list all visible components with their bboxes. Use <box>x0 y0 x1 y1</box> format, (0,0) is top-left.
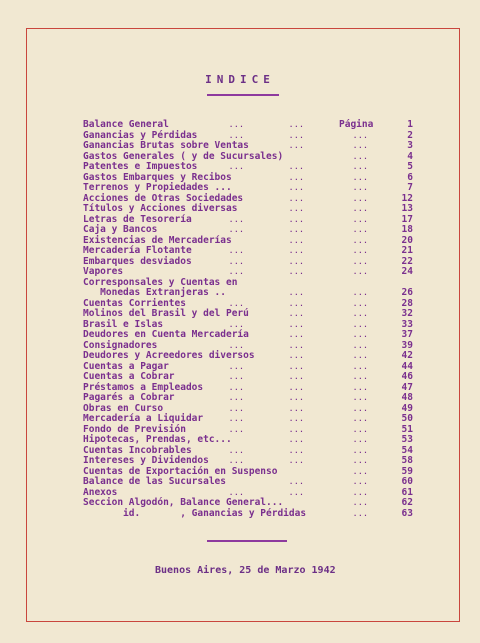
leader-dots: ... <box>229 457 245 465</box>
leader-dots: ... <box>353 299 369 308</box>
toc-entry-title: Monedas Extranjeras .. <box>83 287 226 298</box>
leader-dots: ... <box>229 415 245 423</box>
toc-entry-page: 20 <box>401 234 413 246</box>
toc-entry-title: Anexos <box>83 486 118 498</box>
toc-entry-page: 53 <box>401 434 413 445</box>
leader-dots: ... <box>353 268 369 276</box>
leader-dots: ... <box>353 184 369 192</box>
toc-entry-page: 3 <box>407 140 413 151</box>
leader-dots: ... <box>353 131 369 140</box>
leader-dots: ... <box>289 226 305 234</box>
toc-entry-title: Ganancias y Pérdidas <box>83 129 198 141</box>
leader-dots: ... <box>289 194 305 203</box>
leader-dots: ... <box>289 257 305 266</box>
toc-entry-page: 46 <box>401 371 413 382</box>
toc-entry-page: 50 <box>401 413 413 424</box>
toc-entry <box>83 183 423 194</box>
toc-entry <box>83 120 423 131</box>
toc-entry-title: Cuentas Incobrables <box>83 444 192 456</box>
leader-dots: ... <box>229 131 245 140</box>
toc-entry-page: 7 <box>407 182 413 193</box>
toc-entry <box>83 414 423 425</box>
leader-dots: ... <box>289 289 305 297</box>
leader-dots: ... <box>229 362 245 371</box>
leader-dots: ... <box>353 436 369 444</box>
leader-dots: ... <box>289 121 305 129</box>
toc-entry-title: Brasil e Islas <box>83 318 164 330</box>
toc-entry-title: Existencias de Mercaderías <box>83 234 232 246</box>
leader-dots: ... <box>229 215 245 224</box>
leader-dots: ... <box>289 341 305 350</box>
leader-dots: ... <box>353 509 369 518</box>
toc-entry-title: Patentes e Impuestos <box>83 161 198 172</box>
leader-dots: ... <box>229 299 245 308</box>
leader-dots: ... <box>289 331 305 339</box>
leader-dots: ... <box>289 436 305 444</box>
leader-dots: ... <box>353 352 369 360</box>
toc-entry <box>83 477 423 488</box>
toc-entry-page: 61 <box>401 486 413 498</box>
leader-dots: ... <box>353 142 369 150</box>
leader-dots: ... <box>353 257 369 266</box>
leader-dots: ... <box>353 488 369 497</box>
page-column-header: Página <box>339 119 374 130</box>
leader-dots: ... <box>289 247 305 255</box>
leader-dots: ... <box>353 362 369 371</box>
toc-entry-title: Caja y Bancos <box>83 224 158 235</box>
leader-dots: ... <box>289 488 305 497</box>
leader-dots: ... <box>229 373 245 381</box>
toc-entry-page: 62 <box>401 497 413 508</box>
toc-entry-page: 54 <box>401 444 413 456</box>
leader-dots: ... <box>353 499 369 507</box>
table-of-contents <box>83 120 423 519</box>
leader-dots: ... <box>353 247 369 255</box>
toc-entry <box>83 267 423 278</box>
leader-dots: ... <box>289 394 305 402</box>
leader-dots: ... <box>289 373 305 381</box>
toc-entry <box>83 509 423 520</box>
toc-entry-title: Ganancias Brutas sobre Ventas <box>83 140 249 151</box>
toc-entry-title: Acciones de Otras Sociedades <box>83 192 244 204</box>
toc-entry-page: 18 <box>401 224 413 235</box>
leader-dots: ... <box>353 152 369 161</box>
toc-entry-page: 17 <box>401 213 413 225</box>
toc-entry <box>83 435 423 446</box>
toc-entry-page: 49 <box>401 402 413 414</box>
leader-dots: ... <box>353 341 369 350</box>
index-heading: INDICE <box>205 73 275 86</box>
toc-entry-title: Seccion Algodón, Balance General... <box>83 497 284 508</box>
leader-dots: ... <box>289 163 305 171</box>
toc-entry-page: 21 <box>401 245 413 256</box>
leader-dots: ... <box>289 478 305 486</box>
toc-entry <box>83 225 423 236</box>
leader-dots: ... <box>353 404 369 413</box>
leader-dots: ... <box>353 383 369 392</box>
toc-entry-title: Gastos Embarques y Recibos <box>83 171 232 183</box>
leader-dots: ... <box>353 320 369 329</box>
leader-dots: ... <box>289 205 305 213</box>
leader-dots: ... <box>353 310 369 318</box>
leader-dots: ... <box>289 383 305 392</box>
toc-entry-page: 26 <box>401 287 413 298</box>
leader-dots: ... <box>289 299 305 308</box>
toc-entry-title: Fondo de Previsión <box>83 423 186 435</box>
leader-dots: ... <box>289 184 305 192</box>
toc-entry-title: Mercadería Flotante <box>83 245 192 256</box>
leader-dots: ... <box>353 467 369 476</box>
toc-entry-page: 1 <box>407 119 413 130</box>
toc-entry <box>83 141 423 152</box>
leader-dots: ... <box>353 173 369 182</box>
toc-entry-page: 58 <box>401 455 413 466</box>
leader-dots: ... <box>353 425 369 434</box>
leader-dots: ... <box>353 194 369 203</box>
leader-dots: ... <box>289 131 305 140</box>
leader-dots: ... <box>289 362 305 371</box>
leader-dots: ... <box>229 488 245 497</box>
leader-dots: ... <box>289 425 305 434</box>
leader-dots: ... <box>353 394 369 402</box>
toc-entry-page: 32 <box>401 308 413 319</box>
leader-dots: ... <box>353 215 369 224</box>
toc-entry <box>83 372 423 383</box>
toc-entry-page: 13 <box>401 203 413 214</box>
leader-dots: ... <box>229 404 245 413</box>
footer-rule <box>207 540 287 542</box>
toc-entry-page: 47 <box>401 381 413 393</box>
leader-dots: ... <box>229 383 245 392</box>
leader-dots: ... <box>229 341 245 350</box>
toc-entry-title: Hipotecas, Prendas, etc... <box>83 434 232 445</box>
toc-entry <box>83 309 423 320</box>
toc-entry-title: Consignadores <box>83 339 158 351</box>
leader-dots: ... <box>289 310 305 318</box>
toc-entry-title: Letras de Tesorería <box>83 213 192 225</box>
toc-entry <box>83 456 423 467</box>
leader-dots: ... <box>353 205 369 213</box>
leader-dots: ... <box>353 331 369 339</box>
toc-entry-page: 63 <box>401 507 413 519</box>
leader-dots: ... <box>289 268 305 276</box>
leader-dots: ... <box>229 394 245 402</box>
leader-dots: ... <box>289 404 305 413</box>
leader-dots: ... <box>353 415 369 423</box>
toc-entry-title: Embarques desviados <box>83 255 192 267</box>
toc-entry-title: Vapores <box>83 266 124 277</box>
toc-entry-title: Corresponsales y Cuentas en <box>83 276 238 288</box>
toc-entry-title: Cuentas a Pagar <box>83 360 169 372</box>
toc-entry-page: 2 <box>407 129 413 141</box>
leader-dots: ... <box>289 352 305 360</box>
leader-dots: ... <box>229 121 245 129</box>
toc-entry <box>83 330 423 341</box>
leader-dots: ... <box>353 236 369 245</box>
toc-entry-title: Préstamos a Empleados <box>83 381 204 393</box>
leader-dots: ... <box>289 173 305 182</box>
toc-entry-title: Balance General <box>83 119 169 130</box>
leader-dots: ... <box>229 446 245 455</box>
toc-entry-title: Deudores y Acreedores diversos <box>83 350 255 361</box>
toc-entry-page: 33 <box>401 318 413 330</box>
toc-entry-page: 42 <box>401 350 413 361</box>
toc-entry <box>83 288 423 299</box>
leader-dots: ... <box>353 163 369 171</box>
leader-dots: ... <box>289 215 305 224</box>
leader-dots: ... <box>353 446 369 455</box>
leader-dots: ... <box>353 226 369 234</box>
leader-dots: ... <box>353 478 369 486</box>
place-date-line: Buenos Aires, 25 de Marzo 1942 <box>155 565 336 576</box>
leader-dots: ... <box>229 247 245 255</box>
toc-entry-page: 51 <box>401 423 413 435</box>
toc-entry-page: 59 <box>401 465 413 477</box>
toc-entry-title: Intereses y Dividendos <box>83 455 209 466</box>
toc-entry-page: 6 <box>407 171 413 183</box>
toc-entry-page: 39 <box>401 339 413 351</box>
toc-entry-title: Balance de las Sucursales <box>83 476 226 487</box>
toc-entry-title: Terrenos y Propiedades ... <box>83 182 232 193</box>
leader-dots: ... <box>353 373 369 381</box>
toc-entry-title: Cuentas Corrientes <box>83 297 186 309</box>
leader-dots: ... <box>289 415 305 423</box>
toc-entry-page: 28 <box>401 297 413 309</box>
toc-entry-page: 24 <box>401 266 413 277</box>
toc-entry-page: 48 <box>401 392 413 403</box>
leader-dots: ... <box>229 163 245 171</box>
toc-entry-title: Títulos y Acciones diversas <box>83 203 238 214</box>
leader-dots: ... <box>289 142 305 150</box>
leader-dots: ... <box>229 257 245 266</box>
heading-underline <box>207 94 279 96</box>
leader-dots: ... <box>229 226 245 234</box>
toc-entry-page: 5 <box>407 161 413 172</box>
leader-dots: ... <box>229 268 245 276</box>
leader-dots: ... <box>289 457 305 465</box>
toc-entry <box>83 246 423 257</box>
toc-entry-title: Cuentas a Cobrar <box>83 371 175 382</box>
toc-entry <box>83 204 423 215</box>
toc-entry-page: 44 <box>401 360 413 372</box>
leader-dots: ... <box>289 236 305 245</box>
leader-dots: ... <box>353 289 369 297</box>
toc-entry-page: 37 <box>401 329 413 340</box>
toc-entry-title: Obras en Curso <box>83 402 164 414</box>
toc-entry-title: Mercadería a Liquidar <box>83 413 204 424</box>
toc-entry <box>83 393 423 404</box>
toc-entry-title: Gastos Generales ( y de Sucursales) <box>83 150 284 162</box>
toc-entry-title: id. , Ganancias y Pérdidas <box>83 507 307 519</box>
toc-entry-page: 60 <box>401 476 413 487</box>
toc-entry <box>83 351 423 362</box>
leader-dots: ... <box>289 320 305 329</box>
toc-entry-title: Molinos del Brasil y del Perú <box>83 308 249 319</box>
toc-entry-page: 4 <box>407 150 413 162</box>
leader-dots: ... <box>229 425 245 434</box>
toc-entry <box>83 257 423 268</box>
toc-entry-page: 22 <box>401 255 413 267</box>
toc-entry <box>83 162 423 173</box>
leader-dots: ... <box>289 446 305 455</box>
leader-dots: ... <box>229 320 245 329</box>
toc-entry-page: 12 <box>401 192 413 204</box>
leader-dots: ... <box>353 457 369 465</box>
toc-entry <box>83 498 423 509</box>
toc-entry-title: Deudores en Cuenta Mercadería <box>83 329 249 340</box>
toc-entry-title: Pagarés a Cobrar <box>83 392 175 403</box>
toc-entry-title: Cuentas de Exportación en Suspenso <box>83 465 278 477</box>
